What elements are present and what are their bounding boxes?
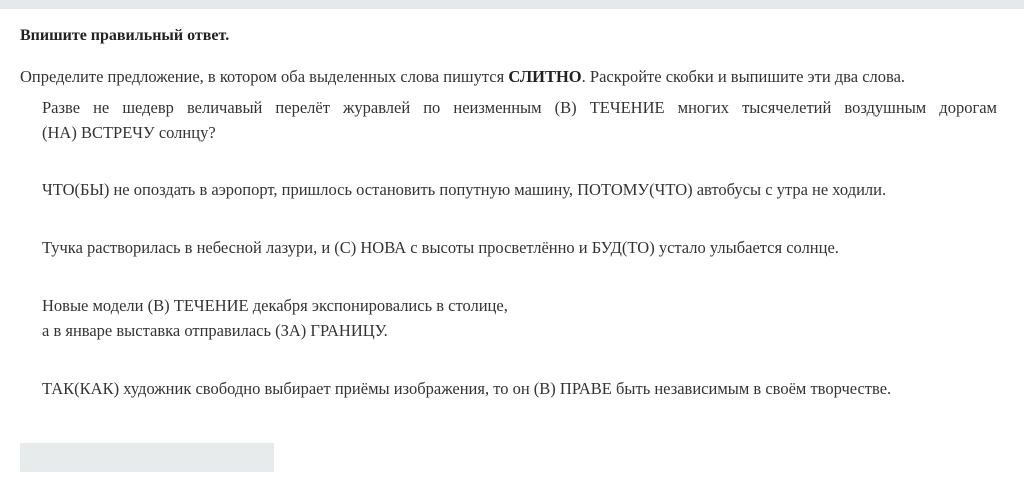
sentence-option-3-line-1: Тучка растворилась в небесной лазури, и (С) НОВА с высоты просветлённо и БУД(ТО) устало улыбается солнце. bbox=[42, 238, 839, 257]
sentence-option-4-line-1: Новые модели (В) ТЕЧЕНИЕ декабря экспонировались в столице, bbox=[42, 296, 508, 315]
sentence-option-1 bbox=[42, 95, 997, 145]
question-text-before: Определите предложение, в котором оба выделенных слова пишутся bbox=[20, 67, 509, 86]
sentence-option-4 bbox=[42, 293, 997, 343]
answer-input[interactable] bbox=[20, 443, 274, 472]
sentence-option-5-line-1: ТАК(КАК) художник свободно выбирает приёмы изображения, то он (В) ПРАВЕ быть независимым в своём творчестве. bbox=[42, 379, 892, 398]
question-text bbox=[20, 66, 1010, 88]
sentence-option-1-line-1: Разве не шедевр величавый перелёт журавлей по неизменным (В) ТЕЧЕНИЕ многих тысячелетий воздушным дорогам bbox=[42, 98, 997, 117]
question-keyword: СЛИТНО bbox=[508, 67, 582, 86]
sentence-option-2 bbox=[42, 177, 997, 202]
sentence-option-4-line-2: а в январе выставка отправилась (ЗА) ГРАНИЦУ. bbox=[42, 321, 388, 340]
sentence-option-3 bbox=[42, 235, 997, 260]
sentence-option-2-line-1: ЧТО(БЫ) не опоздать в аэропорт, пришлось остановить попутную машину, ПОТОМУ(ЧТО) автобусы с утра не ходили. bbox=[42, 180, 887, 199]
instruction-heading: Впишите правильный ответ. bbox=[20, 27, 230, 44]
top-bar bbox=[0, 0, 1024, 9]
sentence-option-1-line-2: (НА) ВСТРЕЧУ солнцу? bbox=[42, 123, 216, 142]
sentence-option-5 bbox=[42, 376, 997, 401]
question-text-after: . Раскройте скобки и выпишите эти два слова. bbox=[581, 67, 906, 86]
